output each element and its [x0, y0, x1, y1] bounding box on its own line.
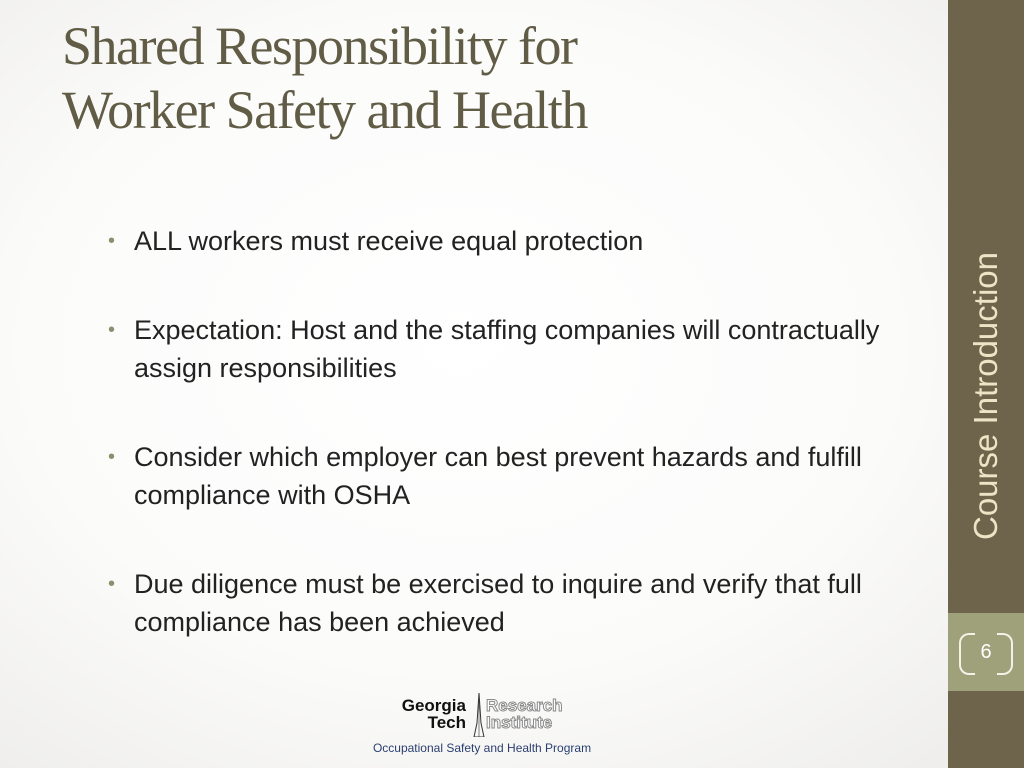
logo-georgia-tech	[372, 697, 466, 731]
bullet-item-2	[108, 311, 908, 387]
logo-text-georgia: Georgia	[401, 696, 466, 715]
gtri-logo	[368, 693, 598, 743]
bullet-text-3: Consider which employer can best prevent hazards and fulfill compliance with OSHA	[134, 442, 862, 510]
logo-text-institute: Institute	[486, 713, 553, 732]
page-number-box	[948, 613, 1024, 691]
logo-text-research: Research	[486, 696, 563, 715]
title-line-2: Worker Safety and Health	[62, 80, 587, 140]
bullet-dot-icon: •	[108, 319, 116, 341]
section-label-text: Course Introduction	[967, 252, 1004, 540]
bullet-item-4	[108, 565, 908, 641]
tower-spire-icon	[472, 693, 486, 737]
slide-title	[62, 14, 922, 142]
bullet-dot-icon: •	[108, 573, 116, 595]
title-line-1: Shared Responsibility for	[62, 16, 577, 76]
bullet-text-2: Expectation: Host and the staffing companies will contractually assign responsibilities	[134, 315, 880, 383]
bullet-text-1: ALL workers must receive equal protection	[134, 226, 644, 256]
bullet-dot-icon: •	[108, 446, 116, 468]
logo-research-institute	[486, 697, 563, 731]
bullet-item-1	[108, 222, 908, 260]
page-number: 6	[980, 641, 992, 663]
section-label	[948, 236, 1024, 556]
logo-text-tech: Tech	[427, 713, 466, 732]
bullet-item-3	[108, 438, 908, 514]
footer-caption: Occupational Safety and Health Program	[372, 741, 592, 755]
bullet-text-4: Due diligence must be exercised to inquire and verify that full compliance has been achieved	[134, 569, 862, 637]
bullet-list	[108, 222, 908, 641]
bullet-dot-icon: •	[108, 230, 116, 252]
